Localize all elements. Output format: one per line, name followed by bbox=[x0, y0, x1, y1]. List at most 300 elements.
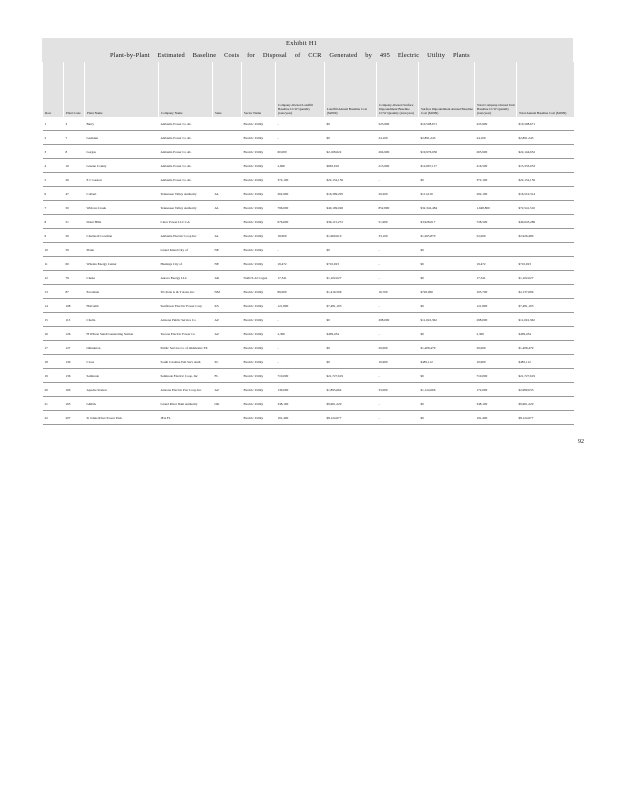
state-cell bbox=[213, 159, 242, 173]
total-quantity-cell: 216,500 bbox=[475, 159, 517, 173]
landfill-quantity-cell: 18,900 bbox=[276, 229, 325, 243]
row-number-cell: 21 bbox=[43, 397, 64, 411]
sector-name-cell: Electric Utility bbox=[242, 201, 276, 215]
total-cost-cell: $22,144,652 bbox=[517, 145, 574, 159]
company-name-cell: Tucson Electric Power Co bbox=[159, 327, 213, 341]
impoundment-quantity-cell: 852,800 bbox=[377, 201, 419, 215]
table-row bbox=[43, 355, 574, 369]
plant-code-cell: 10 bbox=[64, 159, 85, 173]
state-cell: FL bbox=[213, 369, 242, 383]
plant-code-cell: 136 bbox=[64, 369, 85, 383]
col-header: Surface Impoundment Annual Baseline Cost ($2009) bbox=[419, 62, 475, 117]
sector-name-cell: Electric Utility bbox=[242, 145, 276, 159]
landfill-cost-cell: $22,152,159 bbox=[325, 173, 377, 187]
landfill-cost-cell: $1,660,610 bbox=[325, 229, 377, 243]
plant-name-cell: Cross bbox=[85, 355, 159, 369]
sector-name-cell: Electric Utility bbox=[242, 257, 276, 271]
plant-code-cell: 47 bbox=[64, 187, 85, 201]
total-quantity-cell bbox=[475, 243, 517, 257]
landfill-cost-cell: $1,895,664 bbox=[325, 383, 377, 397]
page-number: 92 bbox=[578, 439, 584, 445]
row-number-cell: 22 bbox=[43, 411, 64, 425]
impoundment-cost-cell: $485,112 bbox=[419, 355, 475, 369]
impoundment-cost-cell: $0 bbox=[419, 299, 475, 313]
col-header: Total Annual Baseline Cost ($2009) bbox=[517, 62, 574, 117]
plant-name-cell: Platte bbox=[85, 243, 159, 257]
total-quantity-cell: 24,100 bbox=[475, 131, 517, 145]
plant-code-cell: 56 bbox=[64, 229, 85, 243]
impoundment-cost-cell: $720,000 bbox=[419, 285, 475, 299]
plant-name-cell: Colbert bbox=[85, 187, 159, 201]
sector-name-cell: Electric Utility bbox=[242, 369, 276, 383]
landfill-cost-cell: $2,168,622 bbox=[325, 145, 377, 159]
col-header: Total Company-Owned Unit Baseline CCW Quantity (tons/year) bbox=[475, 62, 517, 117]
total-cost-cell: $485,112 bbox=[517, 355, 574, 369]
impoundment-cost-cell: $1,124,066 bbox=[419, 383, 475, 397]
impoundment-quantity-cell: - bbox=[377, 173, 419, 187]
exhibit-label: Exhibit H1 bbox=[286, 40, 318, 47]
plant-code-cell: 87 bbox=[64, 285, 85, 299]
sector-name-cell: Electric Utility bbox=[242, 117, 276, 131]
total-cost-cell: $16,510,314 bbox=[517, 187, 574, 201]
impoundment-quantity-cell: 51,900 bbox=[377, 215, 419, 229]
row-number-cell: 17 bbox=[43, 341, 64, 355]
total-quantity-cell: 19,472 bbox=[475, 257, 517, 271]
state-cell: KS bbox=[213, 299, 242, 313]
impoundment-cost-cell: $10,508,671 bbox=[419, 117, 475, 131]
plant-name-cell: Gadsden bbox=[85, 131, 159, 145]
sector-name-cell: Electric Utility bbox=[242, 341, 276, 355]
total-quantity-cell: 121,800 bbox=[475, 299, 517, 313]
state-cell: SC bbox=[213, 355, 242, 369]
total-cost-cell: $1,408,479 bbox=[517, 341, 574, 355]
total-quantity-cell: 1,648,800 bbox=[475, 201, 517, 215]
sector-name-cell: Electric Utility bbox=[242, 187, 276, 201]
col-header: Company-Owned Landfill Baseline CCW Quantity (tons/year) bbox=[276, 62, 325, 117]
total-cost-cell: $11,022,362 bbox=[517, 313, 574, 327]
table-row bbox=[43, 369, 574, 383]
company-name-cell: Grand River Dam Authority bbox=[159, 397, 213, 411]
total-quantity-cell: 292,100 bbox=[475, 187, 517, 201]
impoundment-cost-cell: $2,891,243 bbox=[419, 131, 475, 145]
landfill-cost-cell: $409,434 bbox=[325, 327, 377, 341]
landfill-quantity-cell: 710,000 bbox=[276, 369, 325, 383]
total-quantity-cell: 10,900 bbox=[475, 355, 517, 369]
landfill-quantity-cell: 17,341 bbox=[276, 271, 325, 285]
company-name-cell: Arizona Public Service Co bbox=[159, 313, 213, 327]
company-name-cell: Alabama Power Co AL bbox=[159, 173, 213, 187]
total-quantity-cell: 52,000 bbox=[475, 229, 517, 243]
table-row bbox=[43, 327, 574, 341]
table-body bbox=[43, 117, 574, 425]
impoundment-quantity-cell: - bbox=[377, 271, 419, 285]
sector-name-cell: Electric Utility bbox=[242, 327, 276, 341]
state-cell bbox=[213, 215, 242, 229]
exhibit-title: Plant-by-Plant Estimated Baseline Costs for Disposal of CCR Generated by 495 Electric Utility Plants bbox=[110, 52, 470, 59]
landfill-quantity-cell: 19,472 bbox=[276, 257, 325, 271]
plant-code-cell: 108 bbox=[64, 299, 85, 313]
plant-code-cell: 79 bbox=[64, 271, 85, 285]
state-cell bbox=[213, 173, 242, 187]
plant-code-cell: 26 bbox=[64, 173, 85, 187]
landfill-cost-cell: $7,481,103 bbox=[325, 299, 377, 313]
total-cost-cell: $7,481,103 bbox=[517, 299, 574, 313]
plant-name-cell: Greene County bbox=[85, 159, 159, 173]
company-name-cell: Seminole Electric Coop, Inc bbox=[159, 369, 213, 383]
plant-code-cell: 127 bbox=[64, 341, 85, 355]
impoundment-cost-cell: $32,342,484 bbox=[419, 201, 475, 215]
total-quantity-cell: 265,900 bbox=[475, 145, 517, 159]
plant-code-cell: 3 bbox=[64, 117, 85, 131]
impoundment-quantity-cell: 204,900 bbox=[377, 145, 419, 159]
landfill-cost-cell: $16,399,295 bbox=[325, 187, 377, 201]
sector-name-cell: Electric Utility bbox=[242, 229, 276, 243]
landfill-cost-cell: $0 bbox=[325, 131, 377, 145]
impoundment-cost-cell: $111,019 bbox=[419, 187, 475, 201]
sector-name-cell: Electric Utility bbox=[242, 383, 276, 397]
row-number-cell: 7 bbox=[43, 201, 64, 215]
plant-code-cell: 8 bbox=[64, 145, 85, 159]
table-row bbox=[43, 117, 574, 131]
total-quantity-cell: 372,100 bbox=[475, 173, 517, 187]
plant-name-cell: St Johns River Power Park bbox=[85, 411, 159, 425]
company-name-cell: Aurora Energy LLC bbox=[159, 271, 213, 285]
col-header: Company-Owned Surface Impoundment Baseline CCW Quantity (tons/year) bbox=[377, 62, 419, 117]
table-row bbox=[43, 159, 574, 173]
impoundment-cost-cell: $19,976,030 bbox=[419, 145, 475, 159]
impoundment-quantity-cell: 33,000 bbox=[377, 383, 419, 397]
company-name-cell: Cleco Power LLC LA bbox=[159, 215, 213, 229]
company-name-cell: Grand Island City of bbox=[159, 243, 213, 257]
cost-table bbox=[42, 62, 574, 425]
landfill-quantity-cell: - bbox=[276, 117, 325, 131]
company-name-cell: Alabama Power Co AL bbox=[159, 117, 213, 131]
landfill-quantity-cell: 60,000 bbox=[276, 145, 325, 159]
row-number-cell: 12 bbox=[43, 271, 64, 285]
company-name-cell: Sunflower Electric Power Corp bbox=[159, 299, 213, 313]
sector-name-cell: Electric Utility bbox=[242, 299, 276, 313]
impoundment-quantity-cell: 29,000 bbox=[377, 341, 419, 355]
sector-name-cell: Electric Utility bbox=[242, 131, 276, 145]
table-row bbox=[43, 229, 574, 243]
landfill-cost-cell: $0 bbox=[325, 117, 377, 131]
impoundment-quantity-cell: 33,100 bbox=[377, 229, 419, 243]
sector-name-cell: NAICS-22 Cogen bbox=[242, 271, 276, 285]
impoundment-cost-cell: $0 bbox=[419, 369, 475, 383]
landfill-cost-cell: $0 bbox=[325, 355, 377, 369]
state-cell: OK bbox=[213, 397, 242, 411]
landfill-quantity-cell: - bbox=[276, 355, 325, 369]
state-cell bbox=[213, 411, 242, 425]
state-cell bbox=[213, 131, 242, 145]
company-name-cell: Tri-State G & T Assn, Inc bbox=[159, 285, 213, 299]
impoundment-quantity-cell: 29,200 bbox=[377, 187, 419, 201]
table-row bbox=[43, 397, 574, 411]
total-quantity-cell: 17,341 bbox=[475, 271, 517, 285]
total-quantity-cell: 29,000 bbox=[475, 341, 517, 355]
plant-name-cell: Seminole bbox=[85, 369, 159, 383]
col-header: State bbox=[213, 62, 242, 117]
col-header: Plant Code bbox=[64, 62, 85, 117]
impoundment-quantity-cell: 223,900 bbox=[377, 117, 419, 131]
state-cell: AZ bbox=[213, 327, 242, 341]
landfill-cost-cell: $1,416,596 bbox=[325, 285, 377, 299]
state-cell: AL bbox=[213, 201, 242, 215]
company-name-cell: Alabama Power Co AL bbox=[159, 145, 213, 159]
company-name-cell: Alabama Power Co AL bbox=[159, 159, 213, 173]
state-cell: AL bbox=[213, 229, 242, 243]
landfill-cost-cell: $0 bbox=[325, 243, 377, 257]
plant-name-cell: H Wilson Sundt Generating Station bbox=[85, 327, 159, 341]
company-name-cell: South Carolina Pub Serv Auth bbox=[159, 355, 213, 369]
total-quantity-cell: 172,000 bbox=[475, 383, 517, 397]
total-cost-cell: $2,137,696 bbox=[517, 285, 574, 299]
impoundment-cost-cell: $0 bbox=[419, 271, 475, 285]
total-quantity-cell: 298,000 bbox=[475, 313, 517, 327]
row-number-cell: 18 bbox=[43, 355, 64, 369]
total-cost-cell bbox=[517, 243, 574, 257]
landfill-quantity-cell: 676,600 bbox=[276, 215, 325, 229]
plant-code-cell: 51 bbox=[64, 215, 85, 229]
state-cell: AZ bbox=[213, 383, 242, 397]
plant-code-cell: 59 bbox=[64, 243, 85, 257]
landfill-cost-cell: $21,727,619 bbox=[325, 369, 377, 383]
plant-name-cell: GRDA bbox=[85, 397, 159, 411]
impoundment-quantity-cell: 24,100 bbox=[377, 131, 419, 145]
plant-name-cell: Oklaunion bbox=[85, 341, 159, 355]
sector-name-cell: Electric Utility bbox=[242, 397, 276, 411]
total-cost-cell: $21,727,619 bbox=[517, 369, 574, 383]
state-cell bbox=[213, 117, 242, 131]
row-number-cell: 4 bbox=[43, 159, 64, 173]
plant-code-cell: 50 bbox=[64, 201, 85, 215]
landfill-cost-cell: $8,124,677 bbox=[325, 411, 377, 425]
row-number-cell: 3 bbox=[43, 145, 64, 159]
table-row bbox=[43, 131, 574, 145]
impoundment-quantity-cell: - bbox=[377, 411, 419, 425]
total-cost-cell: $13,333,033 bbox=[517, 159, 574, 173]
state-cell bbox=[213, 145, 242, 159]
row-number-cell: 20 bbox=[43, 383, 64, 397]
impoundment-quantity-cell: - bbox=[377, 257, 419, 271]
state-cell: NE bbox=[213, 257, 242, 271]
table-row bbox=[43, 215, 574, 229]
landfill-quantity-cell: 796,000 bbox=[276, 201, 325, 215]
landfill-quantity-cell: 262,900 bbox=[276, 187, 325, 201]
impoundment-cost-cell: $1,265,870 bbox=[419, 229, 475, 243]
total-cost-cell: $1,102,027 bbox=[517, 271, 574, 285]
col-header: Row bbox=[43, 62, 64, 117]
company-name-cell: Hastings City of bbox=[159, 257, 213, 271]
total-cost-cell: $2,980,033 bbox=[517, 383, 574, 397]
sector-name-cell: Electric Utility bbox=[242, 285, 276, 299]
total-cost-cell: $9,661,220 bbox=[517, 397, 574, 411]
landfill-quantity-cell: - bbox=[276, 313, 325, 327]
plant-code-cell: 7 bbox=[64, 131, 85, 145]
landfill-cost-cell: $710,023 bbox=[325, 257, 377, 271]
impoundment-cost-cell: $3,928,017 bbox=[419, 215, 475, 229]
plant-code-cell: 60 bbox=[64, 257, 85, 271]
impoundment-quantity-cell: 213,900 bbox=[377, 159, 419, 173]
impoundment-cost-cell: $0 bbox=[419, 173, 475, 187]
total-quantity-cell: 223,900 bbox=[475, 117, 517, 131]
total-quantity-cell: 728,500 bbox=[475, 215, 517, 229]
landfill-cost-cell: $40,199,026 bbox=[325, 201, 377, 215]
state-cell bbox=[213, 341, 242, 355]
row-number-cell: 8 bbox=[43, 215, 64, 229]
total-quantity-cell: 2,300 bbox=[475, 327, 517, 341]
plant-name-cell: Chena bbox=[85, 271, 159, 285]
landfill-cost-cell: $36,115,272 bbox=[325, 215, 377, 229]
company-name-cell: JEA FL bbox=[159, 411, 213, 425]
table-row bbox=[43, 341, 574, 355]
landfill-quantity-cell: - bbox=[276, 341, 325, 355]
landfill-quantity-cell: 121,800 bbox=[276, 299, 325, 313]
row-number-cell: 15 bbox=[43, 313, 64, 327]
row-number-cell: 10 bbox=[43, 243, 64, 257]
table-row bbox=[43, 411, 574, 425]
landfill-quantity-cell: 139,000 bbox=[276, 383, 325, 397]
sector-name-cell: Electric Utility bbox=[242, 215, 276, 229]
col-header: Sector Name bbox=[242, 62, 276, 117]
total-quantity-cell: 710,000 bbox=[475, 369, 517, 383]
landfill-quantity-cell: 2,600 bbox=[276, 159, 325, 173]
state-cell: NM bbox=[213, 285, 242, 299]
sector-name-cell: Electric Utility bbox=[242, 411, 276, 425]
landfill-quantity-cell: 348,100 bbox=[276, 397, 325, 411]
total-cost-cell: $40,043,289 bbox=[517, 215, 574, 229]
impoundment-quantity-cell: - bbox=[377, 369, 419, 383]
state-cell: NE bbox=[213, 243, 242, 257]
row-number-cell: 13 bbox=[43, 285, 64, 299]
table-row bbox=[43, 145, 574, 159]
company-name-cell: Alabama Electric Coop Inc bbox=[159, 229, 213, 243]
table-row bbox=[43, 383, 574, 397]
header-row bbox=[43, 62, 574, 117]
plant-name-cell: Apache Station bbox=[85, 383, 159, 397]
row-number-cell: 5 bbox=[43, 173, 64, 187]
landfill-quantity-cell: 372,100 bbox=[276, 173, 325, 187]
row-number-cell: 14 bbox=[43, 299, 64, 313]
impoundment-quantity-cell: - bbox=[377, 397, 419, 411]
landfill-cost-cell: $665,916 bbox=[325, 159, 377, 173]
total-cost-cell: $22,152,159 bbox=[517, 173, 574, 187]
plant-name-cell: Whelan Energy Center bbox=[85, 257, 159, 271]
table-row bbox=[43, 187, 574, 201]
total-cost-cell: $2,926,480 bbox=[517, 229, 574, 243]
col-header: Plant Name bbox=[85, 62, 159, 117]
company-name-cell: Tennessee Valley Authority bbox=[159, 187, 213, 201]
plant-name-cell: Dolet Hills bbox=[85, 215, 159, 229]
table-row bbox=[43, 271, 574, 285]
total-quantity-cell: 105,700 bbox=[475, 285, 517, 299]
landfill-cost-cell: $1,102,027 bbox=[325, 271, 377, 285]
sector-name-cell: Electric Utility bbox=[242, 313, 276, 327]
sector-name-cell: Electric Utility bbox=[242, 159, 276, 173]
landfill-cost-cell: $9,661,220 bbox=[325, 397, 377, 411]
impoundment-quantity-cell: - bbox=[377, 327, 419, 341]
total-cost-cell: $710,023 bbox=[517, 257, 574, 271]
table-row bbox=[43, 173, 574, 187]
company-name-cell: Tennessee Valley Authority bbox=[159, 201, 213, 215]
impoundment-quantity-cell: - bbox=[377, 299, 419, 313]
impoundment-quantity-cell: - bbox=[377, 243, 419, 257]
state-cell: AZ bbox=[213, 313, 242, 327]
impoundment-cost-cell: $0 bbox=[419, 327, 475, 341]
landfill-quantity-cell: 89,000 bbox=[276, 285, 325, 299]
impoundment-cost-cell: $0 bbox=[419, 257, 475, 271]
plant-name-cell: Charles R Lowman bbox=[85, 229, 159, 243]
col-header: Landfill Annual Baseline Cost ($2009) bbox=[325, 62, 377, 117]
total-cost-cell: $72,541,510 bbox=[517, 201, 574, 215]
plant-code-cell: 130 bbox=[64, 355, 85, 369]
table-row bbox=[43, 285, 574, 299]
landfill-quantity-cell: - bbox=[276, 243, 325, 257]
plant-name-cell: Widows Creek bbox=[85, 201, 159, 215]
row-number-cell: 9 bbox=[43, 229, 64, 243]
total-cost-cell: $2,891,243 bbox=[517, 131, 574, 145]
company-name-cell: Alabama Power Co AL bbox=[159, 131, 213, 145]
plant-code-cell: 113 bbox=[64, 313, 85, 327]
total-cost-cell: $409,434 bbox=[517, 327, 574, 341]
state-cell: AL bbox=[213, 187, 242, 201]
sector-name-cell: Electric Utility bbox=[242, 355, 276, 369]
row-number-cell: 6 bbox=[43, 187, 64, 201]
impoundment-quantity-cell: 10,900 bbox=[377, 355, 419, 369]
plant-name-cell: Cholla bbox=[85, 313, 159, 327]
table-row bbox=[43, 313, 574, 327]
plant-name-cell: Escalante bbox=[85, 285, 159, 299]
company-name-cell: Public Service Co of Oklahoma TX bbox=[159, 341, 213, 355]
plant-code-cell: 160 bbox=[64, 383, 85, 397]
impoundment-cost-cell: $0 bbox=[419, 411, 475, 425]
row-number-cell: 2 bbox=[43, 131, 64, 145]
plant-name-cell: E C Gaston bbox=[85, 173, 159, 187]
plant-code-cell: 207 bbox=[64, 411, 85, 425]
sector-name-cell: Electric Utility bbox=[242, 243, 276, 257]
table-row bbox=[43, 299, 574, 313]
plant-name-cell: Holcomb bbox=[85, 299, 159, 313]
plant-code-cell: 165 bbox=[64, 397, 85, 411]
state-cell: AK bbox=[213, 271, 242, 285]
impoundment-cost-cell: $0 bbox=[419, 243, 475, 257]
row-number-cell: 1 bbox=[43, 117, 64, 131]
table-row bbox=[43, 201, 574, 215]
table-row bbox=[43, 243, 574, 257]
total-quantity-cell: 348,100 bbox=[475, 397, 517, 411]
col-header: Company Name bbox=[159, 62, 213, 117]
landfill-cost-cell: $0 bbox=[325, 313, 377, 327]
impoundment-quantity-cell: 298,000 bbox=[377, 313, 419, 327]
total-quantity-cell: 191,400 bbox=[475, 411, 517, 425]
row-number-cell: 19 bbox=[43, 369, 64, 383]
impoundment-cost-cell: $0 bbox=[419, 397, 475, 411]
total-cost-cell: $8,124,677 bbox=[517, 411, 574, 425]
row-number-cell: 11 bbox=[43, 257, 64, 271]
total-cost-cell: $10,508,671 bbox=[517, 117, 574, 131]
landfill-quantity-cell: 191,400 bbox=[276, 411, 325, 425]
impoundment-cost-cell: $1,408,479 bbox=[419, 341, 475, 355]
table-row bbox=[43, 257, 574, 271]
plant-name-cell: Barry bbox=[85, 117, 159, 131]
plant-code-cell: 126 bbox=[64, 327, 85, 341]
landfill-quantity-cell: - bbox=[276, 131, 325, 145]
impoundment-cost-cell: $11,022,362 bbox=[419, 313, 475, 327]
impoundment-quantity-cell: 16,700 bbox=[377, 285, 419, 299]
sector-name-cell: Electric Utility bbox=[242, 173, 276, 187]
landfill-quantity-cell: 2,300 bbox=[276, 327, 325, 341]
plant-name-cell: Gorgas bbox=[85, 145, 159, 159]
